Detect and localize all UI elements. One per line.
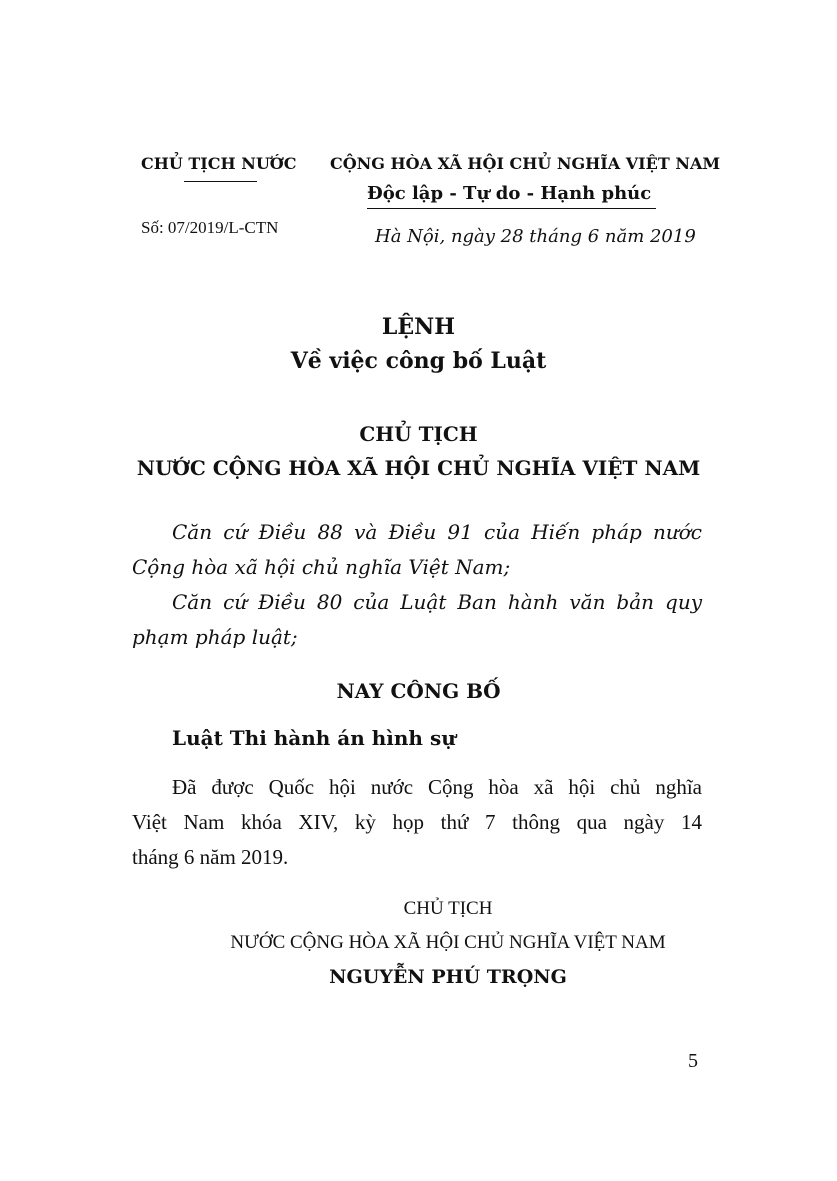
motto-underline	[367, 208, 656, 209]
signer-country: NƯỚC CỘNG HÒA XÃ HỘI CHỦ NGHĨA VIỆT NAM	[230, 932, 666, 953]
order-title-block	[0, 310, 837, 378]
basis-paragraph-2-line-1: Căn cứ Điều 80 của Luật Ban hành văn bản quy	[172, 590, 702, 614]
signer-title: CHỦ TỊCH	[403, 898, 493, 919]
president-title: CHỦ TỊCH	[359, 422, 478, 446]
passage-line-3: tháng 6 năm 2019.	[132, 845, 289, 869]
passage-line-2: Việt Nam khóa XIV, kỳ họp thứ 7 thông qua ngày 14	[132, 810, 702, 834]
issuer-heading: CHỦ TỊCH NƯỚC	[141, 154, 297, 173]
basis-paragraph-1-line-1: Căn cứ Điều 88 và Điều 91 của Hiến pháp nước	[172, 520, 702, 544]
page-number: 5	[688, 1050, 698, 1072]
passage-line-1: Đã được Quốc hội nước Cộng hòa xã hội chủ nghĩa	[172, 775, 702, 799]
basis-paragraph-2-line-2: phạm pháp luật;	[132, 625, 298, 649]
passage-paragraph	[132, 770, 702, 875]
order-subject: Về việc công bố Luật	[290, 348, 547, 374]
issuer-underline	[184, 181, 257, 182]
national-motto: Độc lập - Tự do - Hạnh phúc	[367, 183, 652, 204]
order-heading: LỆNH	[381, 314, 456, 340]
document-number: Số: 07/2019/L-CTN	[141, 218, 279, 237]
place-and-date: Hà Nội, ngày 28 tháng 6 năm 2019	[375, 226, 696, 247]
basis-paragraph-1-line-2: Cộng hòa xã hội chủ nghĩa Việt Nam;	[132, 555, 511, 579]
legal-basis-section	[132, 515, 702, 655]
signer-name: NGUYỄN PHÚ TRỌNG	[329, 966, 567, 988]
law-name: Luật Thi hành án hình sự	[172, 726, 456, 750]
republic-heading: CỘNG HÒA XÃ HỘI CHỦ NGHĨA VIỆT NAM	[330, 154, 721, 173]
signature-block	[193, 892, 703, 994]
announce-heading: NAY CÔNG BỐ	[336, 679, 501, 703]
president-country: NƯỚC CỘNG HÒA XÃ HỘI CHỦ NGHĨA VIỆT NAM	[136, 456, 701, 480]
president-heading-block	[0, 417, 837, 485]
